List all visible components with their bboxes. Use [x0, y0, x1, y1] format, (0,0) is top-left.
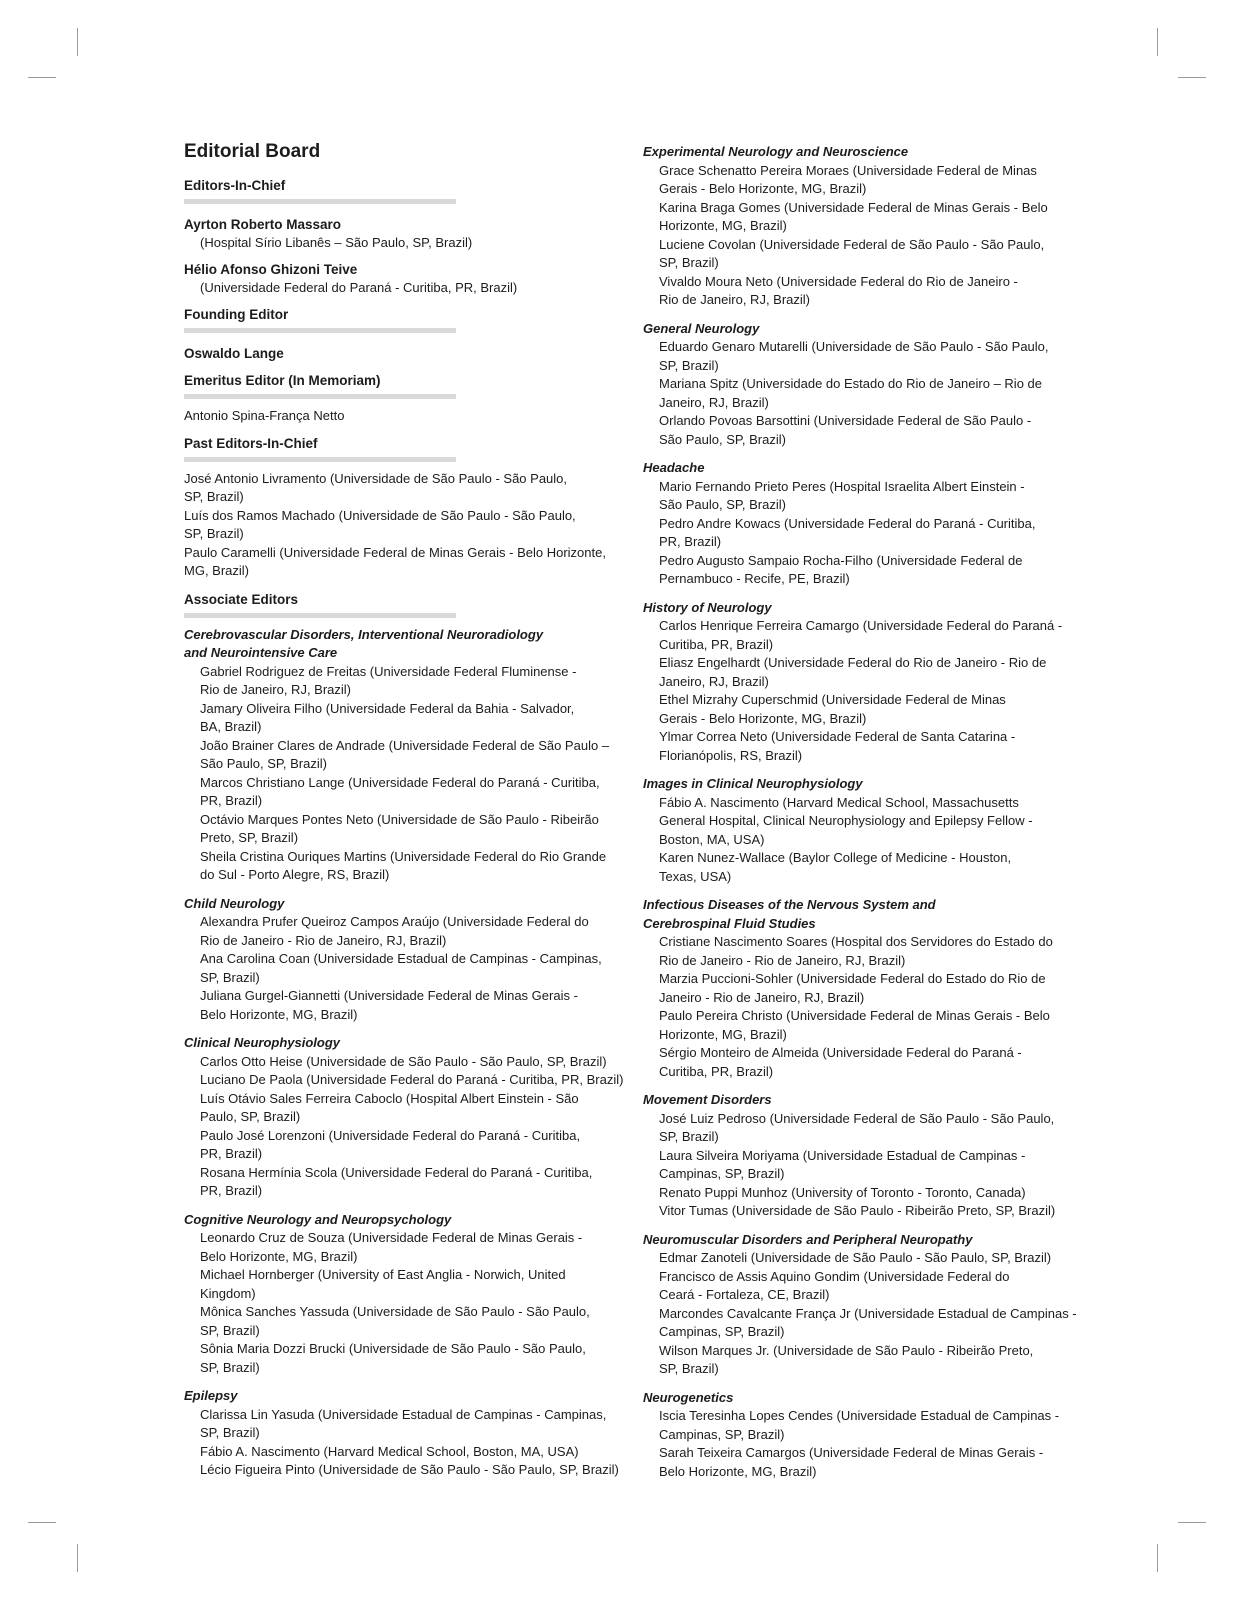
- section-heading: Past Editors-In-Chief: [184, 435, 318, 451]
- left-column: [184, 140, 624, 1490]
- editor-entry: Eduardo Genaro Mutarelli (Universidade de São Paulo - São Paulo, SP, Brazil): [659, 339, 1049, 373]
- editor-entry: Luís Otávio Sales Ferreira Caboclo (Hospital Albert Einstein - São Paulo, SP, Brazil): [200, 1090, 579, 1124]
- editor-entry: Paulo Pereira Christo (Universidade Federal de Minas Gerais - Belo Horizonte, MG, Brazil): [659, 1008, 1050, 1042]
- editor-entry: Gabriel Rodriguez de Freitas (Universidade Federal Fluminense - Rio de Janeiro, RJ, Brazil): [200, 663, 577, 697]
- editor-entry: Ylmar Correa Neto (Universidade Federal de Santa Catarina - Florianópolis, RS, Brazil): [659, 729, 1016, 763]
- editor-entry: Wilson Marques Jr. (Universidade de São Paulo - Ribeirão Preto, SP, Brazil): [659, 1342, 1034, 1376]
- editor-entry: Laura Silveira Moriyama (Universidade Estadual de Campinas - Campinas, SP, Brazil): [659, 1147, 1026, 1181]
- editor-entry: Michael Hornberger (University of East Anglia - Norwich, United Kingdom): [200, 1267, 566, 1301]
- past-editors-list: [184, 470, 624, 581]
- subsection-title: Experimental Neurology and Neuroscience: [643, 144, 909, 159]
- editor-entry: Marzia Puccioni-Sohler (Universidade Federal do Estado do Rio de Janeiro - Rio de Janeiro, RJ, Brazil): [659, 971, 1046, 1005]
- subsection-title: Cognitive Neurology and Neuropsychology: [184, 1211, 452, 1227]
- editor-entry: Pedro Andre Kowacs (Universidade Federal do Paraná - Curitiba, PR, Brazil): [659, 515, 1036, 549]
- subsection-infectious-diseases: [643, 896, 1083, 1081]
- editor-name: Ayrton Roberto Massaro: [184, 217, 342, 232]
- editor-entry: Francisco de Assis Aquino Gondim (Universidade Federal do Ceará - Fortaleza, CE, Brazil): [659, 1268, 1010, 1302]
- subsection-title: Neuromuscular Disorders and Peripheral Neuropathy: [643, 1231, 973, 1247]
- subsection-epilepsy: [184, 1387, 624, 1480]
- page-title: Editorial Board: [184, 141, 321, 162]
- subsection-title: Neurogenetics: [643, 1389, 734, 1405]
- editor-entry: Juliana Gurgel-Giannetti (Universidade Federal de Minas Gerais - Belo Horizonte, MG, Brazil): [200, 988, 578, 1022]
- subsection-title: General Neurology: [643, 320, 760, 336]
- past-editor-entry: José Antonio Livramento (Universidade de São Paulo - São Paulo, SP, Brazil): [184, 470, 568, 504]
- editor-entry: Marcos Christiano Lange (Universidade Federal do Paraná - Curitiba, PR, Brazil): [200, 774, 600, 808]
- editor-entry: Karen Nunez-Wallace (Baylor College of Medicine - Houston, Texas, USA): [659, 850, 1012, 884]
- past-editor-entry: Paulo Caramelli (Universidade Federal de Minas Gerais - Belo Horizonte, MG, Brazil): [184, 544, 606, 578]
- editor-entry: Ana Carolina Coan (Universidade Estadual de Campinas - Campinas, SP, Brazil): [200, 951, 602, 985]
- section-heading: Founding Editor: [184, 307, 289, 322]
- editor-entry: Edmar Zanoteli (Universidade de São Paulo - São Paulo, SP, Brazil): [659, 1250, 1052, 1265]
- subsection-history-of-neurology: [643, 599, 1083, 766]
- crop-mark-top-right: [1157, 28, 1158, 56]
- subsection-headache: [643, 459, 1083, 589]
- subsection-cerebrovascular: [184, 626, 624, 885]
- crop-mark-top-left-h: [28, 77, 56, 78]
- editor-entry: Carlos Henrique Ferreira Camargo (Universidade Federal do Paraná - Curitiba, PR, Brazil): [659, 618, 1063, 652]
- subsection-title: Movement Disorders: [643, 1092, 772, 1107]
- editor-name: Hélio Afonso Ghizoni Teive: [184, 261, 358, 277]
- crop-mark-top-right-h: [1178, 77, 1206, 78]
- editor-entry: Lécio Figueira Pinto (Universidade de São Paulo - São Paulo, SP, Brazil): [200, 1462, 619, 1477]
- editor-person: [184, 216, 624, 253]
- editor-entry: Mario Fernando Prieto Peres (Hospital Israelita Albert Einstein - São Paulo, SP, Brazil): [659, 478, 1025, 512]
- section-heading: Emeritus Editor (In Memoriam): [184, 373, 381, 388]
- editor-entry: Fábio A. Nascimento (Harvard Medical School, Massachusetts General Hospital, Clinical Neurophysiology and Epilepsy Fellow - Boston, MA, USA): [659, 794, 1033, 847]
- past-editor-entry: Luís dos Ramos Machado (Universidade de São Paulo - São Paulo, SP, Brazil): [184, 507, 576, 541]
- editor-entry: Fábio A. Nascimento (Harvard Medical School, Boston, MA, USA): [200, 1443, 579, 1459]
- editor-entry: Sônia Maria Dozzi Brucki (Universidade de São Paulo - São Paulo, SP, Brazil): [200, 1341, 586, 1375]
- editor-affiliation: (Universidade Federal do Paraná - Curitiba, PR, Brazil): [200, 279, 518, 295]
- founding-editor-section: [184, 306, 624, 363]
- editor-entry: Luciene Covolan (Universidade Federal de São Paulo - São Paulo, SP, Brazil): [659, 236, 1045, 270]
- subsection-title: Clinical Neurophysiology: [184, 1035, 341, 1050]
- editor-entry: Mariana Spitz (Universidade do Estado do Rio de Janeiro – Rio de Janeiro, RJ, Brazil): [659, 376, 1042, 410]
- editor-entry: Octávio Marques Pontes Neto (Universidade de São Paulo - Ribeirão Preto, SP, Brazil): [200, 811, 599, 845]
- editor-entry: Alexandra Prufer Queiroz Campos Araújo (Universidade Federal do Rio de Janeiro - Rio de Janeiro, RJ, Brazil): [200, 914, 589, 948]
- editor-entry: Vivaldo Moura Neto (Universidade Federal do Rio de Janeiro - Rio de Janeiro, RJ, Brazil): [659, 273, 1018, 307]
- editor-entry: Sheila Cristina Ouriques Martins (Universidade Federal do Rio Grande do Sul - Porto Alegre, RS, Brazil): [200, 848, 607, 882]
- subsection-images-clinical-neurophysiology: [643, 775, 1083, 886]
- editor-entry: Rosana Hermínia Scola (Universidade Federal do Paraná - Curitiba, PR, Brazil): [200, 1164, 593, 1198]
- subsection-title: History of Neurology: [643, 599, 772, 615]
- subsection-child-neurology: [184, 895, 624, 1025]
- editor-entry: Ethel Mizrahy Cuperschmid (Universidade Federal de Minas Gerais - Belo Horizonte, MG, Brazil): [659, 692, 1006, 726]
- emeritus-editor-name: Antonio Spina-França Netto: [184, 408, 345, 423]
- subsection-clinical-neurophysiology: [184, 1034, 624, 1201]
- editor-entry: Karina Braga Gomes (Universidade Federal de Minas Gerais - Belo Horizonte, MG, Brazil): [659, 199, 1048, 233]
- crop-mark-bottom-right-h: [1178, 1522, 1206, 1523]
- editor-entry: José Luiz Pedroso (Universidade Federal de São Paulo - São Paulo, SP, Brazil): [659, 1110, 1055, 1144]
- editor-entry: Clarissa Lin Yasuda (Universidade Estadual de Campinas - Campinas, SP, Brazil): [200, 1406, 607, 1440]
- right-column: [643, 143, 1083, 1491]
- editor-entry: Grace Schenatto Pereira Moraes (Universidade Federal de Minas Gerais - Belo Horizonte, MG, Brazil): [659, 162, 1037, 196]
- editor-entry: Luciano De Paola (Universidade Federal do Paraná - Curitiba, PR, Brazil): [200, 1072, 624, 1087]
- editor-entry: Paulo José Lorenzoni (Universidade Federal do Paraná - Curitiba, PR, Brazil): [200, 1127, 581, 1161]
- editor-entry: Vitor Tumas (Universidade de São Paulo - Ribeirão Preto, SP, Brazil): [659, 1203, 1056, 1218]
- subsection-title: Infectious Diseases of the Nervous System and Cerebrospinal Fluid Studies: [643, 897, 936, 931]
- associate-editors-section: [184, 591, 624, 1480]
- editor-entry: Leonardo Cruz de Souza (Universidade Federal de Minas Gerais - Belo Horizonte, MG, Brazil): [200, 1230, 583, 1264]
- editor-entry: Pedro Augusto Sampaio Rocha-Filho (Universidade Federal de Pernambuco - Recife, PE, Brazil): [659, 552, 1023, 586]
- editor-entry: João Brainer Clares de Andrade (Universidade Federal de São Paulo – São Paulo, SP, Brazil): [200, 737, 610, 771]
- editors-in-chief-section: [184, 177, 624, 297]
- section-heading: Editors-In-Chief: [184, 178, 286, 193]
- editor-entry: Sarah Teixeira Camargos (Universidade Federal de Minas Gerais - Belo Horizonte, MG, Brazil): [659, 1445, 1044, 1479]
- subsection-title: Headache: [643, 460, 705, 475]
- subsection-neurogenetics: [643, 1389, 1083, 1482]
- crop-mark-top-left: [77, 28, 78, 56]
- subsection-neuromuscular-disorders: [643, 1231, 1083, 1379]
- editor-entry: Renato Puppi Munhoz (University of Toronto - Toronto, Canada): [659, 1184, 1026, 1200]
- editor-entry: Mônica Sanches Yassuda (Universidade de São Paulo - São Paulo, SP, Brazil): [200, 1304, 590, 1338]
- editor-entry: Jamary Oliveira Filho (Universidade Federal da Bahia - Salvador, BA, Brazil): [200, 700, 575, 734]
- founding-editor-name: Oswaldo Lange: [184, 346, 284, 361]
- crop-mark-bottom-right: [1157, 1544, 1158, 1572]
- subsection-title: Epilepsy: [184, 1388, 238, 1403]
- editor-affiliation: (Hospital Sírio Libanês – São Paulo, SP, Brazil): [200, 235, 473, 250]
- editor-entry: Orlando Povoas Barsottini (Universidade Federal de São Paulo - São Paulo, SP, Brazil): [659, 413, 1032, 447]
- subsection-experimental-neurology: [643, 143, 1083, 310]
- subsection-cognitive-neurology: [184, 1211, 624, 1378]
- editor-entry: Iscia Teresinha Lopes Cendes (Universidade Estadual de Campinas - Campinas, SP, Brazil): [659, 1408, 1060, 1442]
- editor-entry: Eliasz Engelhardt (Universidade Federal do Rio de Janeiro - Rio de Janeiro, RJ, Brazil): [659, 655, 1047, 689]
- editor-entry: Sérgio Monteiro de Almeida (Universidade Federal do Paraná - Curitiba, PR, Brazil): [659, 1045, 1022, 1079]
- subsection-general-neurology: [643, 320, 1083, 450]
- subsection-title: Images in Clinical Neurophysiology: [643, 776, 863, 791]
- editor-person: [184, 261, 624, 298]
- emeritus-editor-section: [184, 372, 624, 426]
- crop-mark-bottom-left: [77, 1544, 78, 1572]
- subsection-title: Cerebrovascular Disorders, Interventional Neuroradiology and Neurointensive Care: [184, 626, 544, 660]
- editor-entry: Cristiane Nascimento Soares (Hospital dos Servidores do Estado do Rio de Janeiro - Rio de Janeiro, RJ, Brazil): [659, 934, 1053, 968]
- editor-entry: Carlos Otto Heise (Universidade de São Paulo - São Paulo, SP, Brazil): [200, 1053, 607, 1069]
- editor-entry: Marcondes Cavalcante França Jr (Universidade Estadual de Campinas - Campinas, SP, Brazil): [659, 1305, 1077, 1339]
- past-editors-section: [184, 435, 624, 581]
- subsection-title: Child Neurology: [184, 895, 285, 911]
- crop-mark-bottom-left-h: [28, 1522, 56, 1523]
- section-heading: Associate Editors: [184, 591, 299, 607]
- subsection-movement-disorders: [643, 1091, 1083, 1221]
